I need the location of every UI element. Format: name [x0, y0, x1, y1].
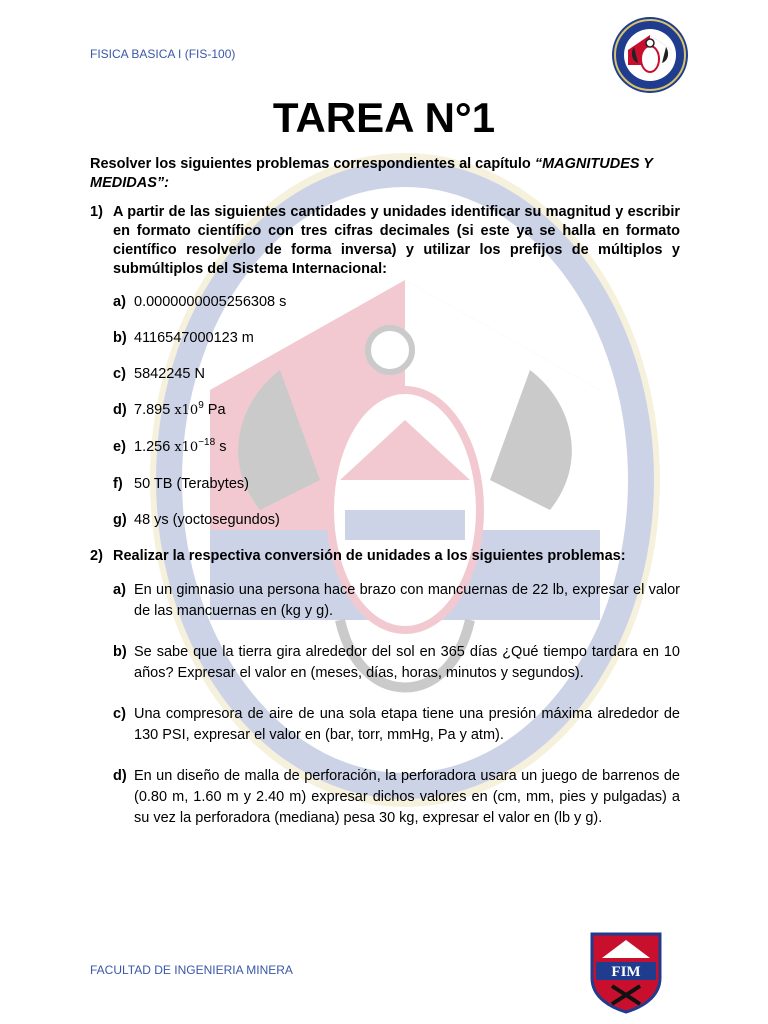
item-label: b)	[113, 644, 127, 660]
item-label: c)	[113, 706, 126, 722]
item-label: g)	[113, 512, 127, 528]
list-item	[113, 580, 680, 622]
intro-text: Resolver los siguientes problemas correspondientes al capítulo	[90, 156, 535, 172]
item-label: e)	[113, 439, 126, 455]
exponent: −18	[198, 437, 216, 448]
chapter-name: “MAGNITUDES Y MEDIDAS”:	[90, 156, 653, 191]
item-value	[134, 401, 680, 421]
list-item	[113, 511, 680, 530]
item-value: 5842245 N	[134, 366, 205, 382]
university-seal-logo	[610, 15, 690, 95]
question-2	[90, 547, 680, 566]
item-value: Una compresora de aire de una sola etapa tiene una presión máxima alrededor de 130 PSI, expresar el valor en (bar, torr, mmHg, Pa y atm).	[134, 706, 680, 743]
question-1	[90, 203, 680, 279]
item-value: En un diseño de malla de perforación, la perforadora usara un juego de barrenos de (0.80 m, 1.60 m y 2.40 m) expresar dichos valores en (cm, mm, pies y pulgadas) a su vez la perforadora (mediana) pesa 30 kg, expresar el valor en (lb y g).	[134, 768, 680, 826]
mantissa: 1.256	[134, 439, 171, 455]
fim-logo	[588, 928, 664, 1014]
course-header: FISICA BASICA I (FIS-100)	[90, 47, 236, 61]
item-label: c)	[113, 366, 126, 382]
list-item	[113, 704, 680, 746]
item-value: En un gimnasio una persona hace brazo con mancuernas de 22 lb, expresar el valor de las mancuernas en (kg y g).	[134, 582, 680, 619]
question-number: 1)	[90, 204, 103, 220]
document-body	[90, 155, 680, 849]
item-label: d)	[113, 768, 127, 784]
list-item	[113, 438, 680, 458]
list-item	[113, 401, 680, 421]
mantissa: 7.895	[134, 402, 171, 418]
item-value: Se sabe que la tierra gira alrededor del sol en 365 días ¿Qué tiempo tardara en 10 años? Expresar el valor en (meses, días, horas, minutos y segundos).	[134, 644, 680, 681]
item-label: d)	[113, 402, 127, 418]
item-value: 48 ys (yoctosegundos)	[134, 512, 280, 528]
question-1-items	[113, 293, 680, 530]
item-value: 4116547000123 m	[134, 330, 254, 346]
item-value	[134, 438, 680, 458]
question-text: Realizar la respectiva conversión de unidades a los siguientes problemas:	[113, 548, 626, 564]
page-title: TAREA N°1	[272, 94, 496, 141]
item-label: a)	[113, 582, 126, 598]
item-label: a)	[113, 294, 126, 310]
item-value: 0.0000000005256308 s	[134, 294, 287, 310]
item-label: f)	[113, 476, 123, 492]
fim-logo-text: FIM	[611, 964, 641, 980]
list-item	[113, 365, 680, 384]
faculty-footer: FACULTAD DE INGENIERIA MINERA	[90, 963, 293, 977]
list-item	[113, 329, 680, 348]
question-2-items	[113, 580, 680, 829]
item-label: b)	[113, 330, 127, 346]
list-item	[113, 475, 680, 494]
list-item	[113, 766, 680, 829]
list-item	[113, 642, 680, 684]
question-number: 2)	[90, 548, 103, 564]
unit: Pa	[207, 402, 226, 418]
intro-paragraph	[90, 155, 680, 193]
list-item	[113, 293, 680, 312]
unit: s	[219, 439, 227, 455]
question-text: A partir de las siguientes cantidades y unidades identificar su magnitud y escribir en formato científico con tres cifras decimales (si este ya se halla en formato científico resolverlo de forma inversa) y utilizar los prefijos de múltiplos y submúltiplos del Sistema Internacional:	[113, 204, 680, 277]
times-ten: x10	[174, 440, 199, 455]
times-ten: x10	[174, 403, 199, 418]
item-value: 50 TB (Terabytes)	[134, 476, 249, 492]
exponent: 9	[198, 400, 204, 411]
